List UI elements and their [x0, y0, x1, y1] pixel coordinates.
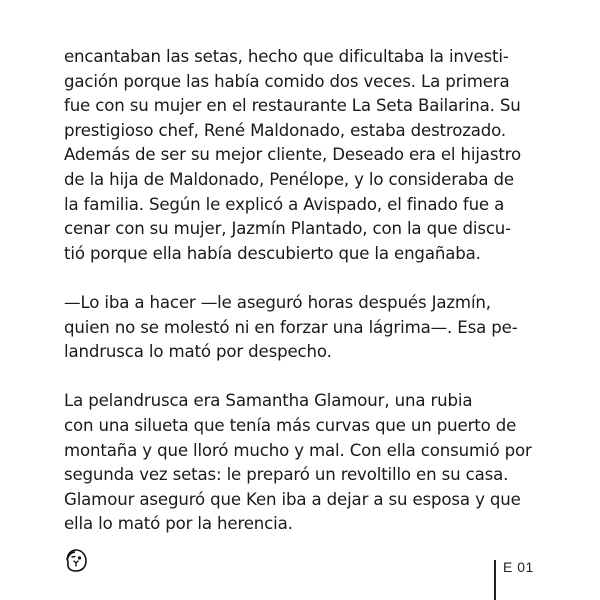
text-line: Además de ser su mejor cliente, Deseado era el hijastro — [64, 145, 521, 165]
text-line: ella lo mató por la herencia. — [64, 514, 293, 534]
folio-divider — [494, 560, 496, 600]
page-number: E 01 — [503, 559, 534, 575]
text-line: cenar con su mujer, Jazmín Plantado, con la que discu- — [64, 219, 512, 239]
paragraph-3 — [64, 389, 544, 537]
text-line: quien no se molestó ni en forzar una lágrima—. Esa pe- — [64, 317, 518, 337]
page-body — [64, 45, 544, 537]
paragraph-2 — [64, 291, 544, 365]
cartoon-face-icon — [63, 547, 89, 573]
text-line: Glamour aseguró que Ken iba a dejar a su esposa y que — [64, 489, 521, 509]
text-line: tió porque ella había descubierto que la engañaba. — [64, 243, 481, 263]
text-line: —Lo iba a hacer —le aseguró horas después Jazmín, — [64, 292, 491, 312]
text-line: landrusca lo mató por despecho. — [64, 342, 332, 362]
text-line: segunda vez setas: le preparó un revoltillo en su casa. — [64, 465, 509, 485]
text-line: La pelandrusca era Samantha Glamour, una rubia — [64, 391, 473, 411]
paragraph-1 — [64, 45, 544, 266]
text-line: la familia. Según le explicó a Avispado, el finado fue a — [64, 194, 505, 214]
text-line: gación porque las había comido dos veces. La primera — [64, 71, 510, 91]
text-line: encantaban las setas, hecho que dificultaba la investi- — [64, 47, 509, 66]
text-line: con una silueta que tenía más curvas que un puerto de — [64, 415, 517, 435]
text-line: de la hija de Maldonado, Penélope, y lo consideraba de — [64, 169, 514, 189]
text-line: montaña y que lloró mucho y mal. Con ella consumió por — [64, 440, 532, 460]
text-line: fue con su mujer en el restaurante La Seta Bailarina. Su — [64, 96, 521, 116]
text-line: prestigioso chef, René Maldonado, estaba destrozado. — [64, 120, 507, 140]
